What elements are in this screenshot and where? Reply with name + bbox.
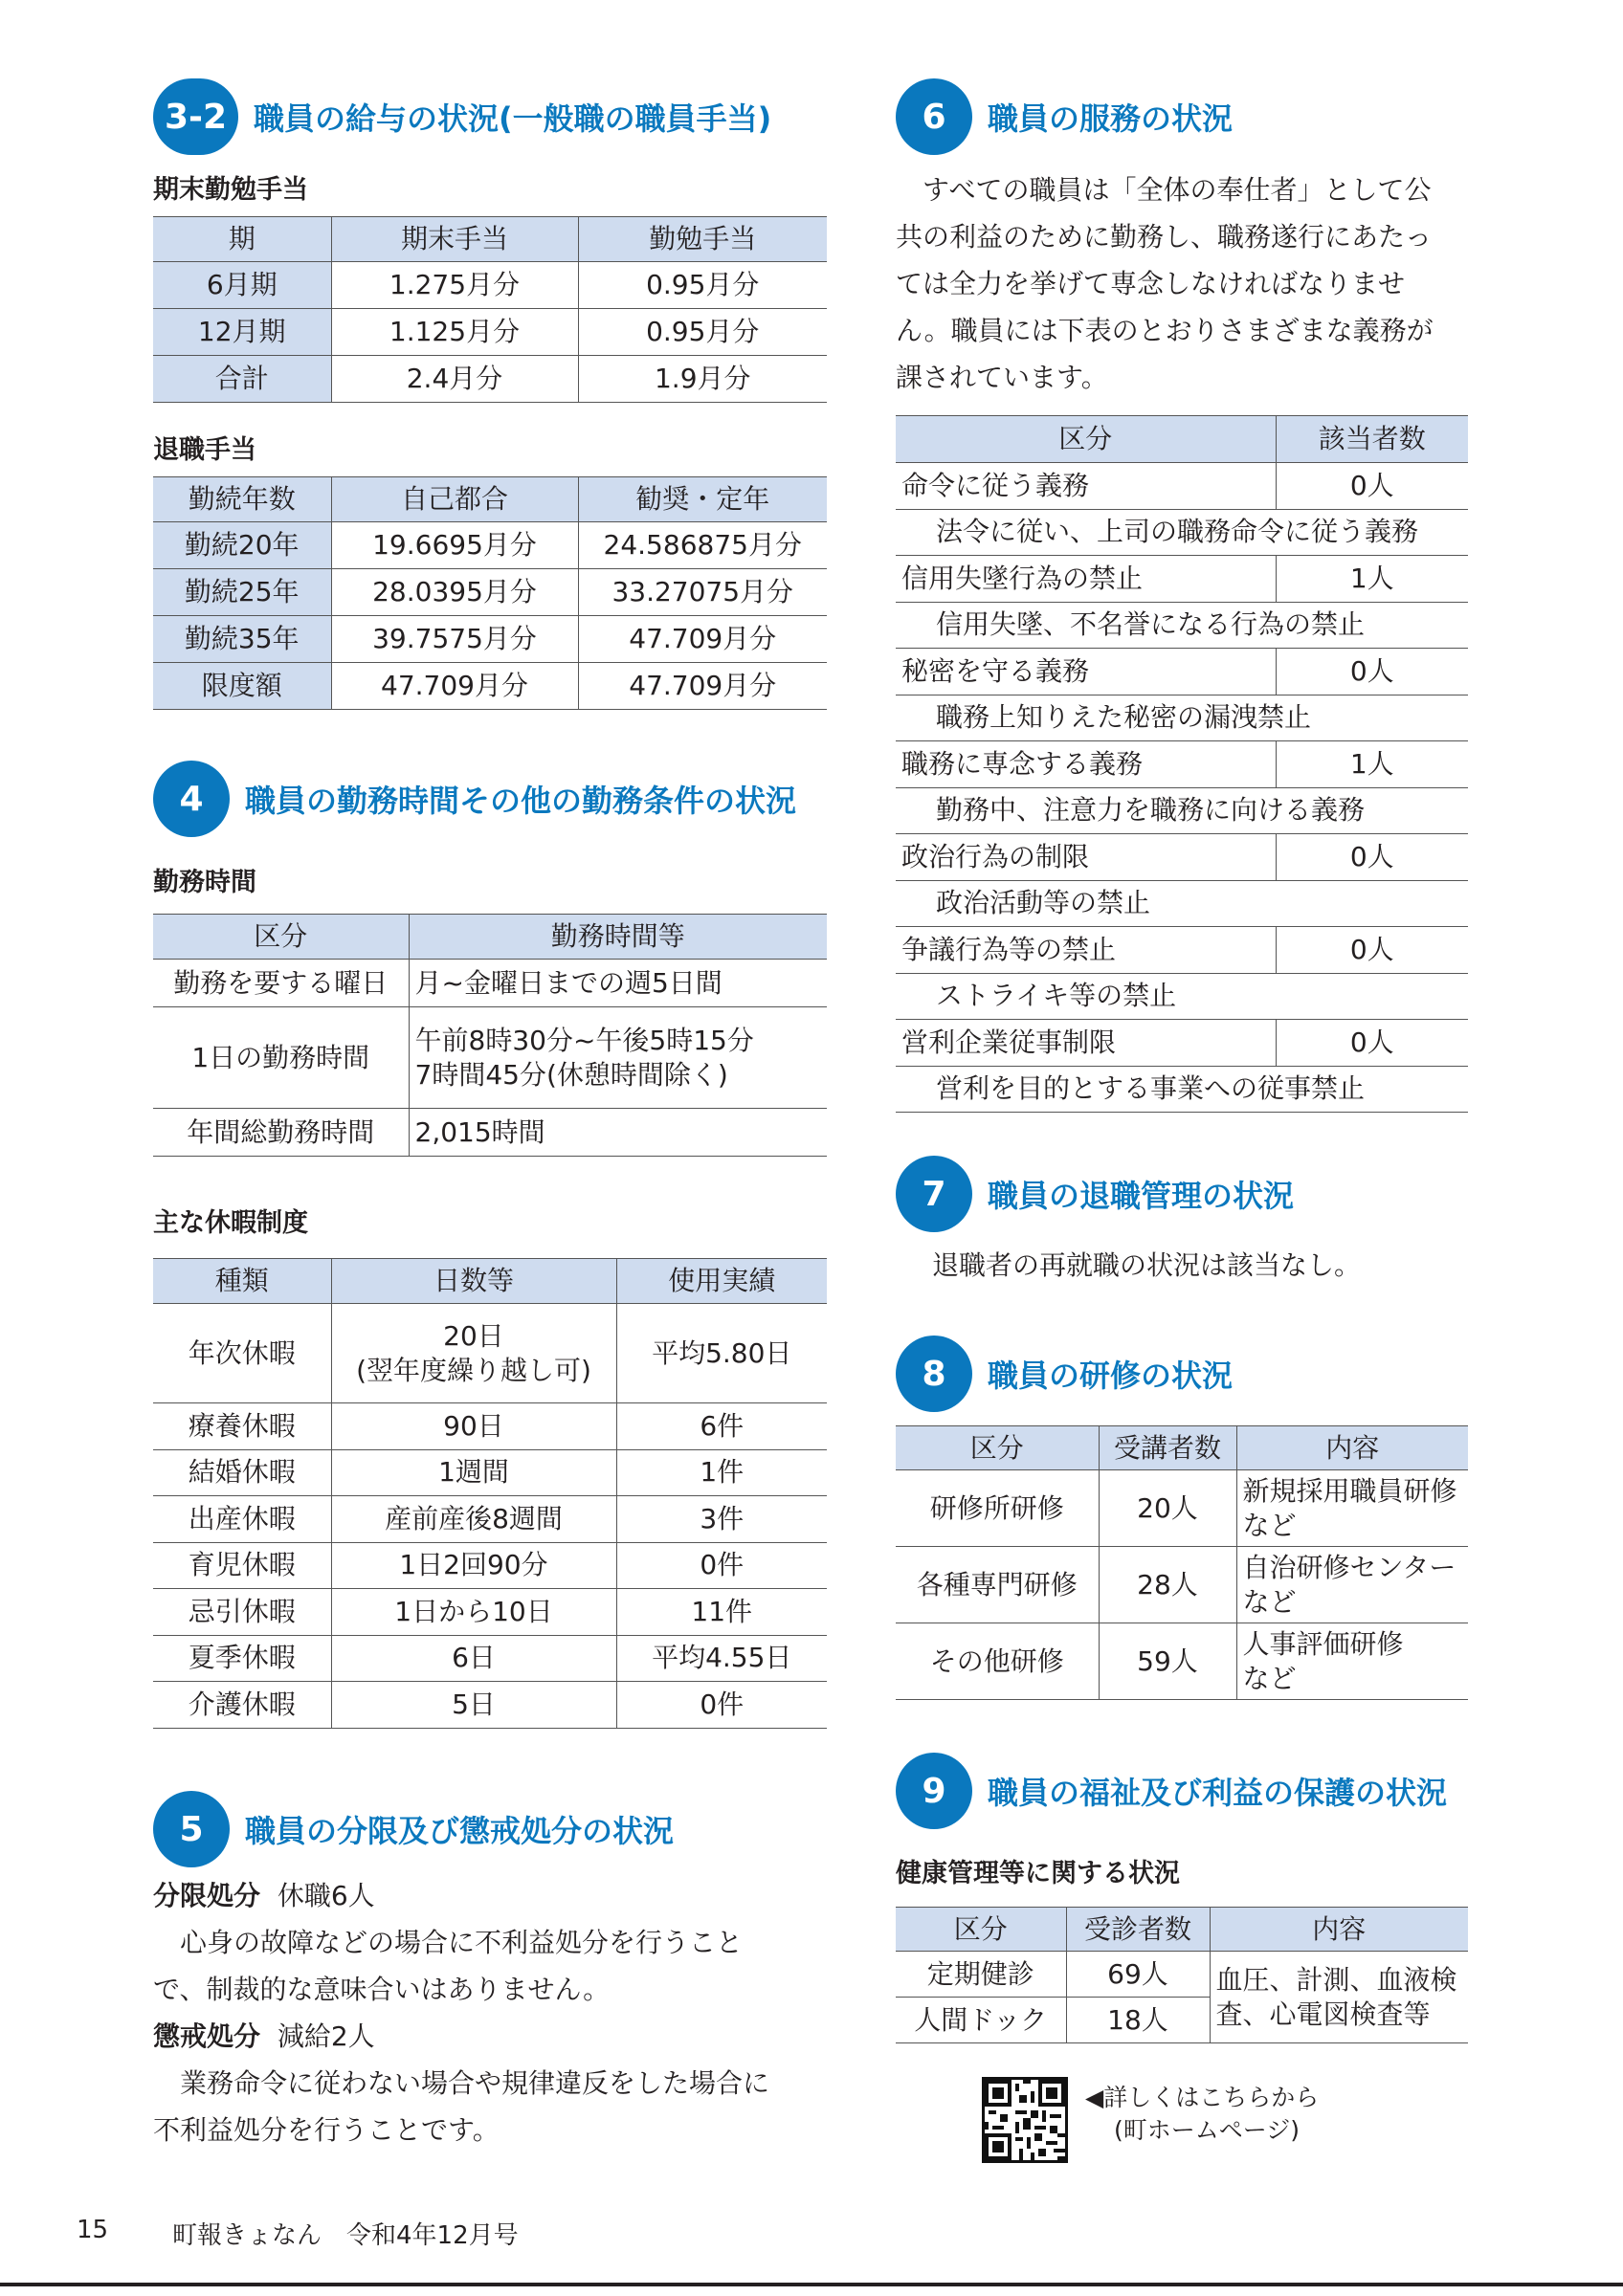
row-header: その他研修 xyxy=(896,1623,1099,1700)
table-cell: 6日 xyxy=(331,1635,616,1682)
table-cell: 28人 xyxy=(1099,1547,1236,1623)
section-title: 職員の服務の状況 xyxy=(988,100,1234,137)
duty-name: 政治行為の制限 xyxy=(896,834,1276,881)
table-row xyxy=(896,1470,1468,1547)
table-row xyxy=(153,1542,827,1589)
row-header: 各種専門研修 xyxy=(896,1547,1099,1623)
duty-count: 1人 xyxy=(1276,556,1468,603)
table-row xyxy=(153,1109,827,1157)
duty-description: 政治活動等の禁止 xyxy=(896,880,1468,927)
duty-count: 0人 xyxy=(1276,649,1468,695)
column-header: 種類 xyxy=(153,1259,331,1304)
column-header: 日数等 xyxy=(331,1259,616,1304)
section-badge: 7 xyxy=(896,1156,972,1232)
table-row xyxy=(153,1403,827,1450)
table-cell: 0.95月分 xyxy=(578,309,827,356)
table-cell: 0.95月分 xyxy=(578,262,827,309)
section-title: 職員の福祉及び利益の保護の状況 xyxy=(988,1775,1448,1811)
table-cell: 19.6695月分 xyxy=(331,522,578,569)
cell-line: など xyxy=(1242,1585,1297,1618)
column-header: 自己都合 xyxy=(331,477,578,522)
table-row xyxy=(153,1304,827,1403)
intro-line: ん。職員には下表のとおりさまざまな義務が xyxy=(896,315,1434,346)
table-cell: 47.709月分 xyxy=(578,663,827,710)
row-header: 限度額 xyxy=(153,663,331,710)
table-row xyxy=(896,695,1468,741)
choukai-value: 減給2人 xyxy=(277,2020,375,2052)
table-row xyxy=(153,616,827,663)
bunken-text: で、制裁的な意味合いはありません。 xyxy=(153,1974,611,2005)
table-cell: 2,015時間 xyxy=(409,1109,827,1157)
section-4-header xyxy=(153,761,796,837)
table-row xyxy=(153,569,827,616)
cell-line: 20日 xyxy=(443,1319,504,1352)
qr-code-icon[interactable] xyxy=(982,2077,1068,2163)
duties-table xyxy=(896,415,1468,1113)
intro-line: すべての職員は「全体の奉仕者」として公 xyxy=(923,174,1432,206)
health-table xyxy=(896,1907,1468,2043)
choukai-text: 業務命令に従わない場合や規律違反をした場合に xyxy=(180,2067,770,2099)
table-cell: 1日2回90分 xyxy=(331,1542,616,1589)
table-row xyxy=(896,1623,1468,1700)
table-cell: 0件 xyxy=(616,1542,827,1589)
duty-count: 0人 xyxy=(1276,834,1468,881)
column-header: 勤勉手当 xyxy=(578,217,827,262)
cell-line: 新規採用職員研修 xyxy=(1242,1474,1457,1507)
qr-caption xyxy=(1085,2082,1319,2147)
duty-name: 命令に従う義務 xyxy=(896,463,1276,510)
health-content-cell xyxy=(1210,1952,1468,2043)
table-row xyxy=(153,309,827,356)
column-header: 区分 xyxy=(153,915,409,960)
table-row xyxy=(153,1589,827,1636)
table-cell xyxy=(1236,1623,1468,1700)
table-cell: 平均5.80日 xyxy=(616,1304,827,1403)
duty-count: 0人 xyxy=(1276,927,1468,974)
table-cell: 47.709月分 xyxy=(331,663,578,710)
duties-intro xyxy=(896,166,1470,401)
table-cell: 69人 xyxy=(1066,1952,1210,1998)
retirement-subtitle: 退職手当 xyxy=(153,435,256,465)
section-title: 職員の退職管理の状況 xyxy=(988,1178,1295,1214)
page-number: 15 xyxy=(77,2216,109,2244)
row-header: 結婚休暇 xyxy=(153,1449,331,1496)
duty-count: 0人 xyxy=(1276,463,1468,510)
table-cell: 39.7575月分 xyxy=(331,616,578,663)
duty-description: 勤務中、注意力を職務に向ける義務 xyxy=(896,787,1468,834)
column-header: 受講者数 xyxy=(1099,1426,1236,1470)
retirement-table xyxy=(153,476,827,710)
cell-line: 7時間45分(休憩時間除く) xyxy=(414,1058,728,1091)
table-row xyxy=(896,602,1468,649)
choukai-text: 不利益処分を行うことです。 xyxy=(153,2114,500,2146)
table-row xyxy=(896,787,1468,834)
column-header: 使用実績 xyxy=(616,1259,827,1304)
intro-line: ては全力を挙げて専念しなければなりませ xyxy=(896,268,1406,299)
table-row xyxy=(896,1066,1468,1113)
row-header: 勤続35年 xyxy=(153,616,331,663)
bottom-rule xyxy=(0,2283,1623,2286)
table-row xyxy=(153,1007,827,1109)
duty-description: 法令に従い、上司の職務命令に従う義務 xyxy=(896,509,1468,556)
row-header: 年次休暇 xyxy=(153,1304,331,1403)
column-header: 区分 xyxy=(896,416,1276,463)
column-header: 期 xyxy=(153,217,331,262)
publication-name: 町報きょなん xyxy=(172,2221,322,2250)
table-cell xyxy=(1236,1547,1468,1623)
intro-line: 課されています。 xyxy=(896,362,1108,393)
table-row xyxy=(153,356,827,403)
cell-line: 午前8時30分~午後5時15分 xyxy=(414,1024,754,1056)
section-title: 職員の研修の状況 xyxy=(988,1358,1234,1394)
table-row xyxy=(896,834,1468,881)
cell-line: など xyxy=(1242,1509,1297,1541)
duty-description: 職務上知りえた秘密の漏洩禁止 xyxy=(896,695,1468,741)
column-header: 区分 xyxy=(896,1908,1066,1952)
table-row xyxy=(896,1952,1468,1998)
issue-label: 令和4年12月号 xyxy=(346,2221,519,2250)
choukai-label: 懲戒処分 xyxy=(153,2020,261,2052)
column-header: 勧奨・定年 xyxy=(578,477,827,522)
qr-code-graphic xyxy=(985,2080,1065,2160)
section-3-2-header xyxy=(153,78,771,155)
table-row xyxy=(896,463,1468,510)
table-cell xyxy=(331,1304,616,1403)
row-header: 介護休暇 xyxy=(153,1682,331,1729)
disciplinary-text xyxy=(153,1872,842,2153)
work-hours-table xyxy=(153,914,827,1157)
section-6-header xyxy=(896,78,1233,155)
table-cell: 47.709月分 xyxy=(578,616,827,663)
row-header: 夏季休暇 xyxy=(153,1635,331,1682)
table-row xyxy=(896,973,1468,1020)
section-title: 職員の勤務時間その他の勤務条件の状況 xyxy=(245,783,797,819)
section-8-header xyxy=(896,1336,1233,1412)
cell-line: 自治研修センター xyxy=(1242,1551,1456,1583)
cell-line: 人事評価研修 xyxy=(1242,1627,1404,1660)
row-header: 療養休暇 xyxy=(153,1403,331,1450)
health-subtitle: 健康管理等に関する状況 xyxy=(896,1859,1180,1888)
table-row xyxy=(153,1449,827,1496)
column-header: 受診者数 xyxy=(1066,1908,1210,1952)
intro-line: 共の利益のために勤務し、職務遂行にあたっ xyxy=(896,221,1433,253)
work-hours-subtitle: 勤務時間 xyxy=(153,868,256,897)
table-cell: 3件 xyxy=(616,1496,827,1543)
row-header: 年間総勤務時間 xyxy=(153,1109,409,1157)
qr-caption-line: (町ホームページ) xyxy=(1114,2116,1301,2144)
bunken-text: 心身の故障などの場合に不利益処分を行うこと xyxy=(180,1927,744,1958)
table-cell: 6件 xyxy=(616,1403,827,1450)
bunken-label: 分限処分 xyxy=(153,1880,261,1911)
table-cell: 11件 xyxy=(616,1589,827,1636)
row-header: 勤続25年 xyxy=(153,569,331,616)
table-row xyxy=(153,960,827,1007)
table-cell: 18人 xyxy=(1066,1998,1210,2043)
column-header: 該当者数 xyxy=(1276,416,1468,463)
table-row xyxy=(896,741,1468,788)
column-header: 区分 xyxy=(896,1426,1099,1470)
row-header: 1日の勤務時間 xyxy=(153,1007,409,1109)
row-header: 人間ドック xyxy=(896,1998,1066,2043)
duty-description: 営利を目的とする事業への従事禁止 xyxy=(896,1066,1468,1113)
section-title: 職員の給与の状況(一般職の職員手当) xyxy=(254,100,772,137)
table-cell: 5日 xyxy=(331,1682,616,1729)
table-row xyxy=(153,1635,827,1682)
table-cell: 33.27075月分 xyxy=(578,569,827,616)
column-header: 勤続年数 xyxy=(153,477,331,522)
section-5-header xyxy=(153,1791,674,1867)
table-cell xyxy=(1236,1470,1468,1547)
table-cell: 2.4月分 xyxy=(331,356,578,403)
section-badge: 3-2 xyxy=(153,78,238,155)
row-header: 12月期 xyxy=(153,309,331,356)
table-row xyxy=(896,509,1468,556)
table-row xyxy=(896,880,1468,927)
duty-name: 信用失墜行為の禁止 xyxy=(896,556,1276,603)
duty-description: ストライキ等の禁止 xyxy=(896,973,1468,1020)
table-cell: 月~金曜日までの週5日間 xyxy=(409,960,827,1007)
duty-name: 職務に専念する義務 xyxy=(896,741,1276,788)
table-row xyxy=(896,1547,1468,1623)
table-cell xyxy=(409,1007,827,1109)
row-header: 忌引休暇 xyxy=(153,1589,331,1636)
column-header: 期末手当 xyxy=(331,217,578,262)
row-header: 定期健診 xyxy=(896,1952,1066,1998)
section-7-header xyxy=(896,1156,1294,1232)
section-badge: 5 xyxy=(153,1791,230,1867)
table-cell: 24.586875月分 xyxy=(578,522,827,569)
leave-table xyxy=(153,1258,827,1729)
leave-subtitle: 主な休暇制度 xyxy=(153,1208,308,1238)
bonus-subtitle: 期末勤勉手当 xyxy=(153,175,308,205)
bonus-table xyxy=(153,216,827,403)
section-badge: 8 xyxy=(896,1336,972,1412)
section-9-header xyxy=(896,1753,1447,1829)
row-header: 研修所研修 xyxy=(896,1470,1099,1547)
table-cell: 1件 xyxy=(616,1449,827,1496)
table-cell: 1日から10日 xyxy=(331,1589,616,1636)
duty-name: 営利企業従事制限 xyxy=(896,1020,1276,1067)
row-header: 勤務を要する曜日 xyxy=(153,960,409,1007)
table-cell: 28.0395月分 xyxy=(331,569,578,616)
row-header: 合計 xyxy=(153,356,331,403)
table-row xyxy=(153,1682,827,1729)
duty-name: 争議行為等の禁止 xyxy=(896,927,1276,974)
section-badge: 9 xyxy=(896,1753,972,1829)
table-row xyxy=(896,927,1468,974)
table-row xyxy=(153,663,827,710)
row-header: 育児休暇 xyxy=(153,1542,331,1589)
table-cell: 20人 xyxy=(1099,1470,1236,1547)
retirement-management-text: 退職者の再就職の状況は該当なし。 xyxy=(932,1249,1362,1281)
table-row xyxy=(896,649,1468,695)
table-cell: 1週間 xyxy=(331,1449,616,1496)
section-title: 職員の分限及び懲戒処分の状況 xyxy=(245,1813,675,1849)
table-cell: 0件 xyxy=(616,1682,827,1729)
column-header: 内容 xyxy=(1210,1908,1468,1952)
table-cell: 1.275月分 xyxy=(331,262,578,309)
table-cell: 1.9月分 xyxy=(578,356,827,403)
bunken-value: 休職6人 xyxy=(277,1880,375,1911)
table-cell: 平均4.55日 xyxy=(616,1635,827,1682)
column-header: 勤務時間等 xyxy=(409,915,827,960)
training-table xyxy=(896,1425,1468,1700)
duty-name: 秘密を守る義務 xyxy=(896,649,1276,695)
duty-count: 0人 xyxy=(1276,1020,1468,1067)
column-header: 内容 xyxy=(1236,1426,1468,1470)
table-row xyxy=(153,1496,827,1543)
table-cell: 90日 xyxy=(331,1403,616,1450)
table-row xyxy=(896,556,1468,603)
table-row xyxy=(153,522,827,569)
duty-description: 信用失墜、不名誉になる行為の禁止 xyxy=(896,602,1468,649)
qr-caption-line: ◀詳しくはこちらから xyxy=(1085,2084,1320,2111)
cell-line: (翌年度繰り越し可) xyxy=(356,1354,591,1386)
table-cell: 産前産後8週間 xyxy=(331,1496,616,1543)
section-badge: 4 xyxy=(153,761,230,837)
cell-line: 血圧、計測、血液検 xyxy=(1215,1963,1457,1996)
table-cell: 1.125月分 xyxy=(331,309,578,356)
section-badge: 6 xyxy=(896,78,972,155)
row-header: 出産休暇 xyxy=(153,1496,331,1543)
table-cell: 59人 xyxy=(1099,1623,1236,1700)
cell-line: 査、心電図検査等 xyxy=(1215,1998,1431,2030)
cell-line: など xyxy=(1242,1662,1297,1694)
table-row xyxy=(896,1020,1468,1067)
row-header: 6月期 xyxy=(153,262,331,309)
row-header: 勤続20年 xyxy=(153,522,331,569)
duty-count: 1人 xyxy=(1276,741,1468,788)
table-row xyxy=(153,262,827,309)
